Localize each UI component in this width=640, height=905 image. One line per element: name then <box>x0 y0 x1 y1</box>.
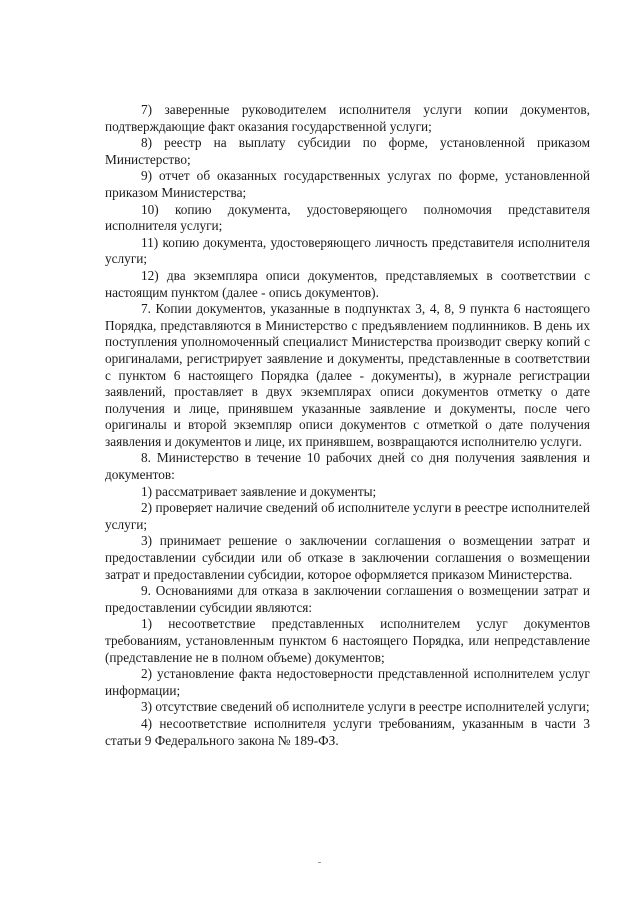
list-item-2-check-registry: 2) проверяет наличие сведений об исполнителе услуги в реестре исполнителей услуги; <box>105 500 590 532</box>
document-body <box>105 102 590 749</box>
list-item-1-review-application: 1) рассматривает заявление и документы; <box>141 483 377 499</box>
clause-7-copies-verification: 7. Копии документов, указанные в подпунктах 3, 4, 8, 9 пункта 6 настоящего Порядка, представляются в Министерство с предъявлением подлинников. В день их поступления уполномоченный специалист Министерства производит сверку копий с оригиналами, регистрирует заявление и документы, представленные в соответствии с пунктом 6 настоящего Порядка (далее - документы), в журнале регистрации заявлений, проставляет в двух экземплярах описи документов отметку о дате получения и лице, принявшем указанные заявление и документы, после чего оригиналы и второй экземпляр описи документов с отметкой о дате получения заявления и документов и лице, их принявшем, возвращаются исполнителю услуги. <box>105 301 590 449</box>
clause-9-refusal-grounds: 9. Основаниями для отказа в заключении соглашения о возмещении затрат и предоставлении субсидии являются: <box>105 583 590 615</box>
list-item-10-authority-copy: 10) копию документа, удостоверяющего полномочия представителя исполнителя услуги; <box>105 201 590 234</box>
list-item-4-requirements-mismatch: 4) несоответствие исполнителя услуги требованиям, указанным в части 3 статьи 9 Федерального закона № 189-ФЗ. <box>105 715 590 748</box>
list-item-11-identity-copy: 11) копию документа, удостоверяющего личность представителя исполнителя услуги; <box>105 234 590 267</box>
list-item-9-services-report: 9) отчет об оказанных государственных услугах по форме, установленной приказом Министерства; <box>105 168 590 200</box>
list-item-3-decision: 3) принимает решение о заключении соглашения о возмещении затрат и предоставлении субсидии или об отказе в заключении соглашения о возмещении затрат и предоставлении субсидии, которое оформляется приказом Министерства. <box>105 533 590 582</box>
scan-speck <box>318 862 321 863</box>
clause-8-ministry-review: 8. Министерство в течение 10 рабочих дней со дня получения заявления и документов: <box>105 450 590 483</box>
list-item-1-documents-mismatch: 1) несоответствие представленных исполнителем услуг документов требованиям, установленным пунктом 6 настоящего Порядка, или непредставление (представление не в полном объеме) документов; <box>105 616 590 665</box>
list-item-12-document-inventory: 12) два экземпляра описи документов, представляемых в соответствии с настоящим пунктом (далее - опись документов). <box>105 267 590 300</box>
list-item-7-certified-copies: 7) заверенные руководителем исполнителя услуги копии документов, подтверждающие факт оказания государственной услуги; <box>105 102 590 134</box>
list-item-2-false-information: 2) установление факта недостоверности представленной исполнителем услуг информации; <box>105 666 590 698</box>
list-item-8-subsidy-register: 8) реестр на выплату субсидии по форме, установленной приказом Министерство; <box>105 135 590 167</box>
list-item-3-not-in-registry: 3) отсутствие сведений об исполнителе услуги в реестре исполнителей услуги; <box>141 699 590 715</box>
